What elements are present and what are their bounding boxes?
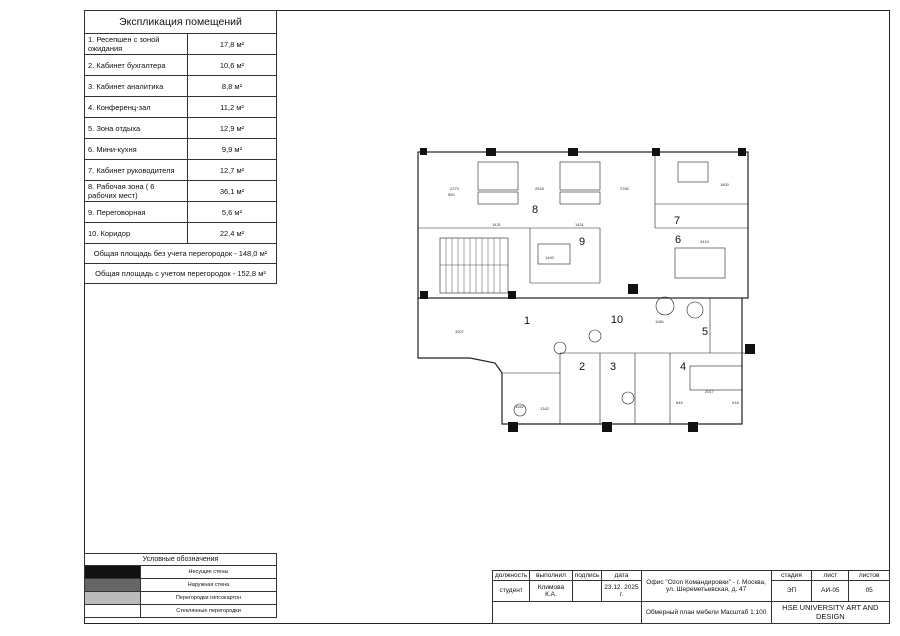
tb-author: Климова К.А. [530,581,572,601]
room-name: 2. Кабинет бухгалтера [85,55,188,76]
tb-sheet-header: лист [812,571,849,581]
explication-row [85,202,277,223]
tb-stage: ЭП [771,581,812,601]
room-name: 7. Кабинет руководителя [85,160,188,181]
explication-row [85,223,277,244]
room-area: 5,6 м² [188,202,277,223]
legend-label: Несущие стены [141,566,277,579]
dim-label: 3410 [700,239,709,244]
room-number: 10 [610,314,624,326]
room-number: 9 [578,236,586,248]
dim-label: 918 [732,400,739,405]
room-area: 11,2 м² [188,97,277,118]
room-name: 4. Конференц-зал [85,97,188,118]
dim-label: 1186 [655,319,664,324]
explication-row [85,34,277,55]
legend-row [85,566,277,579]
tb-sheets-header: листов [849,571,890,581]
room-number: 5 [701,326,709,338]
dim-label: 1431 [492,222,501,227]
explication-row [85,55,277,76]
dim-label: 1342 [540,406,549,411]
total-with-partitions: Общая площадь с учетом перегородок - 152,8 м² [85,264,277,284]
dim-label: 2270 [450,186,459,191]
dim-label: 1800 [720,182,729,187]
room-number: 4 [679,361,687,373]
tb-done-header: выполнил [530,571,572,581]
dim-label: 3207 [455,329,464,334]
legend-title: Условные обозначения [85,554,277,566]
room-area: 17,8 м² [188,34,277,55]
room-number: 2 [578,361,586,373]
explication-row [85,181,277,202]
legend-swatch [85,579,141,592]
legend-row [85,592,277,605]
dim-label: 550 [448,192,455,197]
legend-label: Наружная стена [141,579,277,592]
explication-table [84,10,277,284]
tb-sheet: АИ-05 [812,581,849,601]
legend-swatch [85,592,141,605]
tb-sign-header: подпись [572,571,602,581]
room-name: 1. Ресепшен с зоной ожидания [85,34,188,55]
room-number: 7 [673,215,681,227]
explication-title: Экспликация помещений [85,11,277,34]
tb-stage-header: стадия [771,571,812,581]
legend-row [85,579,277,592]
room-area: 10,6 м² [188,55,277,76]
total-without-partitions: Общая площадь без учета перегородок - 148,0 м² [85,244,277,264]
dim-label: 1440 [545,255,554,260]
room-area: 12,7 м² [188,160,277,181]
legend-label: Стеклянные перегородки [141,605,277,618]
explication-row [85,97,277,118]
floor-plan [410,148,762,438]
room-area: 8,8 м² [188,76,277,97]
explication-row [85,118,277,139]
legend-label: Перегородки гипсокартон [141,592,277,605]
tb-role-header: должность [493,571,530,581]
room-name: 6. Мини-кухня [85,139,188,160]
tb-org: HSE UNIVERSITY ART AND DESIGN [771,601,889,623]
dim-label: 845 [676,400,683,405]
tb-empty [493,601,642,623]
tb-date-header: дата [602,571,641,581]
room-area: 36,1 м² [188,181,277,202]
explication-row [85,160,277,181]
room-area: 12,9 м² [188,118,277,139]
dim-label: 1431 [575,222,584,227]
room-number: 3 [609,361,617,373]
tb-drawing: Обмерный план мебели Масштаб 1:100 [641,601,771,623]
tb-date: 23.12. 2025 г. [602,581,641,601]
room-name: 8. Рабочая зона ( 6 рабочих мест) [85,181,188,202]
dim-label: 2017 [705,389,714,394]
explication-row [85,76,277,97]
room-name: 5. Зона отдыха [85,118,188,139]
legend-row [85,605,277,618]
room-number: 8 [531,204,539,216]
dim-label: 2780 [620,186,629,191]
dim-label: 1582 [515,404,524,409]
tb-role: студент [493,581,530,601]
room-number: 6 [674,234,682,246]
room-area: 22,4 м² [188,223,277,244]
tb-sign [572,581,602,601]
room-number: 1 [523,315,531,327]
tb-project: Офис "Ozon Командировки" - г. Москва, ул. Шереметьевская, д. 47 [641,571,771,602]
explication-row [85,139,277,160]
room-name: 3. Кабинет аналитика [85,76,188,97]
legend-table [84,553,277,618]
dim-label: 2518 [535,186,544,191]
room-area: 9,9 м² [188,139,277,160]
title-block [492,570,890,624]
room-name: 9. Переговорная [85,202,188,223]
legend-swatch [85,605,141,618]
legend-swatch [85,566,141,579]
room-name: 10. Коридор [85,223,188,244]
tb-sheets: 05 [849,581,890,601]
